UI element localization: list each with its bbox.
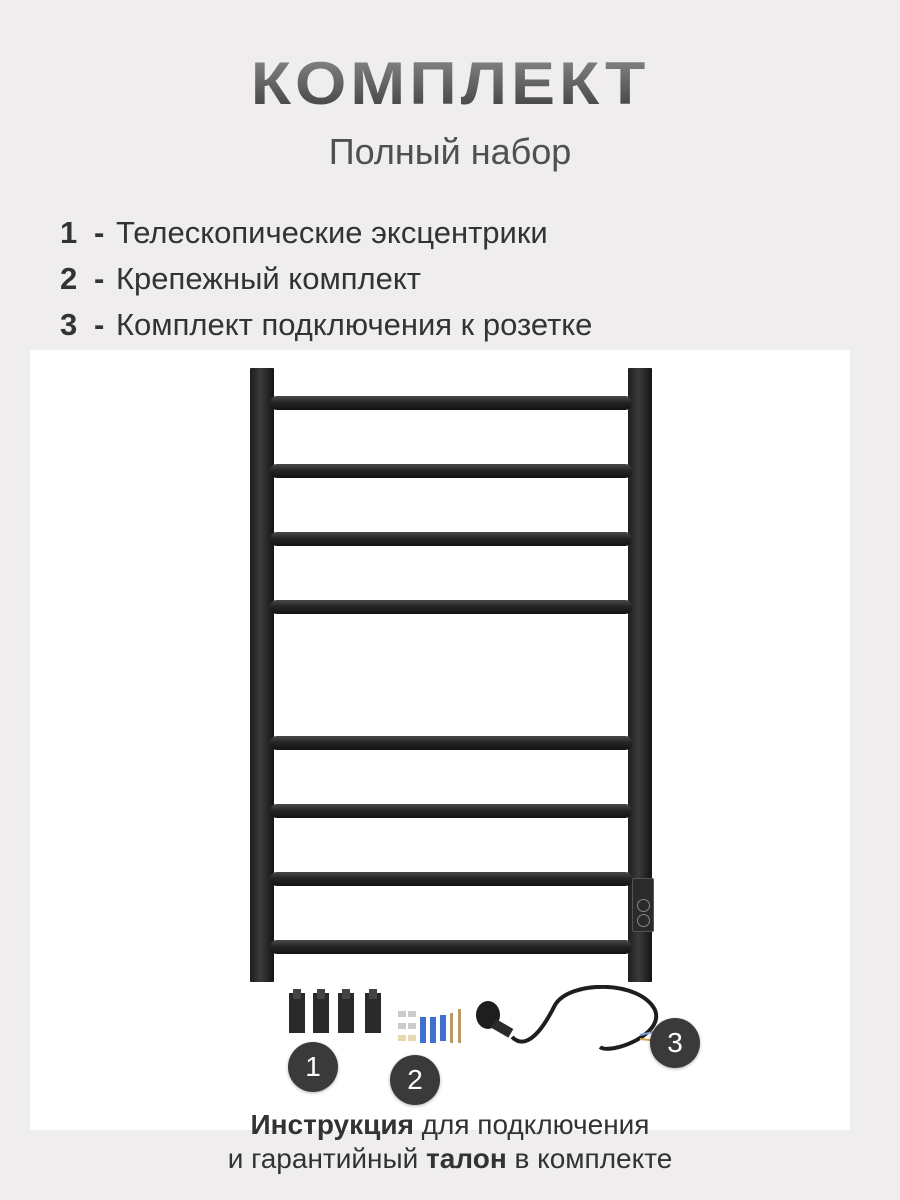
list-item-number: 1 xyxy=(60,215,78,250)
power-cable-icon xyxy=(476,987,658,1049)
rail-bar xyxy=(270,872,632,886)
rail-control-panel xyxy=(632,878,654,932)
fasteners-icon xyxy=(398,1009,461,1043)
badge-1: 1 xyxy=(288,1042,338,1092)
list-item-text: Крепежный комплект xyxy=(116,261,421,296)
power-button-icon xyxy=(637,899,650,912)
list-item xyxy=(60,210,592,256)
footer-line-2 xyxy=(0,1142,900,1176)
badge-3: 3 xyxy=(650,1018,700,1068)
page-subtitle: Полный набор xyxy=(328,131,572,172)
rail-bar xyxy=(270,464,632,478)
footer-line-1 xyxy=(0,1108,900,1142)
list-item-number: 3 xyxy=(60,307,78,342)
list-item-dash: - xyxy=(94,307,105,342)
eccentrics-icon xyxy=(289,989,381,1033)
list-item-number: 2 xyxy=(60,261,78,296)
list-item-dash: - xyxy=(94,215,105,250)
rail-bar xyxy=(270,396,632,410)
rail-bar xyxy=(270,940,632,954)
badge-2: 2 xyxy=(390,1055,440,1105)
rail-bar xyxy=(270,804,632,818)
footer-note xyxy=(0,1108,900,1176)
footer-bold: талон xyxy=(426,1143,507,1174)
footer-bold: Инструкция xyxy=(250,1109,414,1140)
list-item-text: Комплект подключения к розетке xyxy=(116,307,593,342)
list-item-dash: - xyxy=(94,261,105,296)
footer-text: и гарантийный xyxy=(227,1143,427,1174)
rail-left-post xyxy=(250,368,274,982)
kit-list xyxy=(60,210,592,348)
rail-bar xyxy=(270,736,632,750)
footer-text: для подключения xyxy=(413,1109,650,1140)
footer-text: в комплекте xyxy=(506,1143,673,1174)
page-title: КОМПЛЕКТ xyxy=(0,51,900,115)
list-item xyxy=(60,256,592,302)
mode-button-icon xyxy=(637,914,650,927)
list-item xyxy=(60,302,592,348)
accessories-image xyxy=(280,985,700,1065)
list-item-text: Телескопические эксцентрики xyxy=(116,215,548,250)
rail-bar xyxy=(270,600,632,614)
rail-bar xyxy=(270,532,632,546)
